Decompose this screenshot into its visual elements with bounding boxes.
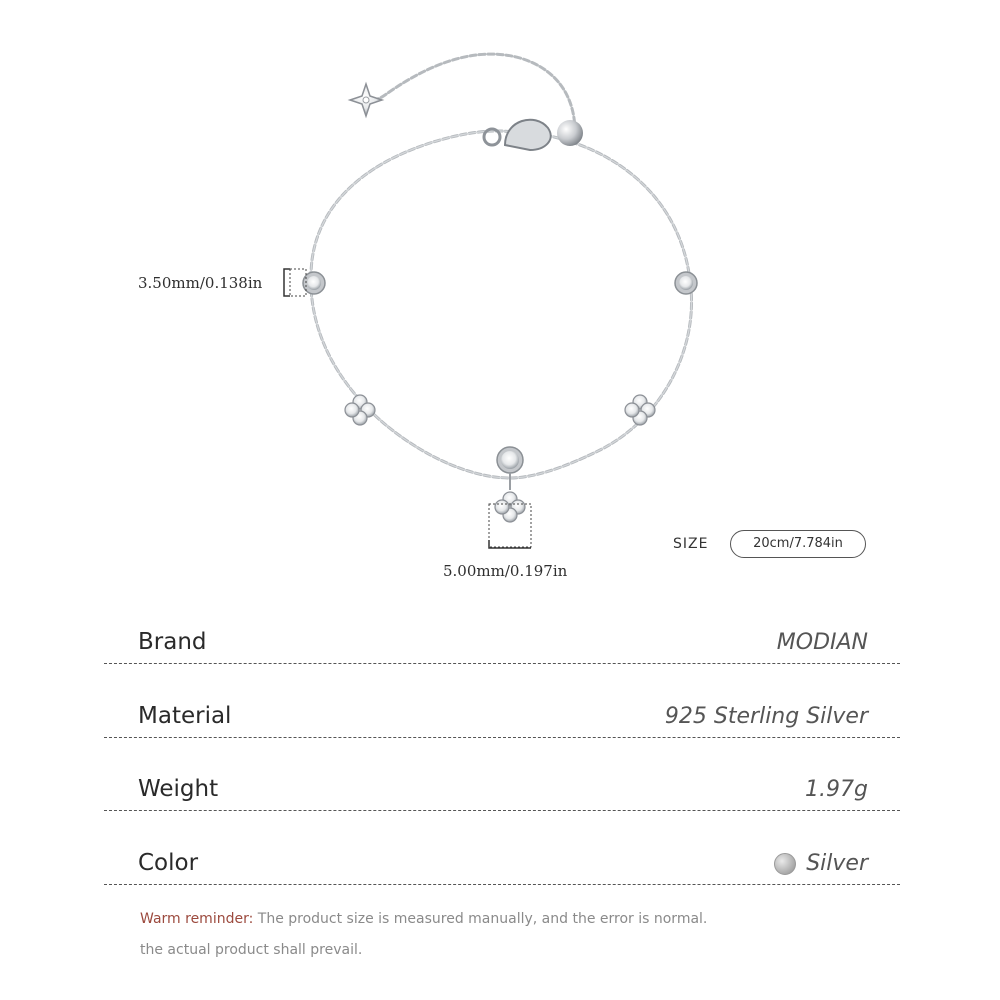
spec-row-material (104, 693, 900, 738)
color-value-wrap (774, 851, 868, 876)
warm-reminder (140, 904, 900, 966)
hanging-clover-charm (495, 492, 525, 522)
reminder-text-1: The product size is measured manually, and the error is normal. (253, 911, 708, 927)
spec-row-brand (104, 619, 900, 664)
bracelet-chain (311, 131, 692, 478)
color-label: Color (138, 850, 199, 876)
charm-dimension-label: 5.00mm/0.197in (443, 562, 568, 580)
color-swatch (774, 853, 796, 875)
spec-row-color (104, 840, 900, 885)
extension-chain (367, 54, 575, 132)
extension-star-charm (350, 84, 382, 116)
material-label: Material (138, 703, 232, 729)
lobster-clasp (484, 120, 551, 150)
weight-label: Weight (138, 776, 219, 802)
reminder-line-2: the actual product shall prevail. (140, 942, 363, 958)
clover-charm-left (345, 395, 375, 425)
bezel-stone-right (675, 272, 697, 294)
spec-row-weight (104, 766, 900, 811)
end-bead (557, 120, 583, 146)
clover-charm-right (625, 395, 655, 425)
size-label: SIZE (673, 536, 709, 552)
bezel-stone-center (497, 447, 523, 473)
reminder-title: Warm reminder: (140, 911, 254, 927)
weight-value: 1.97g (805, 777, 868, 802)
size-value-badge: 20cm/7.784in (730, 530, 866, 558)
stone-dimension-bracket (284, 269, 290, 296)
reminder-line-1 (140, 904, 900, 935)
stone-dimension-label: 3.50mm/0.138in (138, 274, 263, 292)
material-value: 925 Sterling Silver (664, 704, 868, 729)
brand-value: MODIAN (776, 630, 868, 655)
color-value: Silver (806, 851, 868, 876)
brand-label: Brand (138, 629, 207, 655)
